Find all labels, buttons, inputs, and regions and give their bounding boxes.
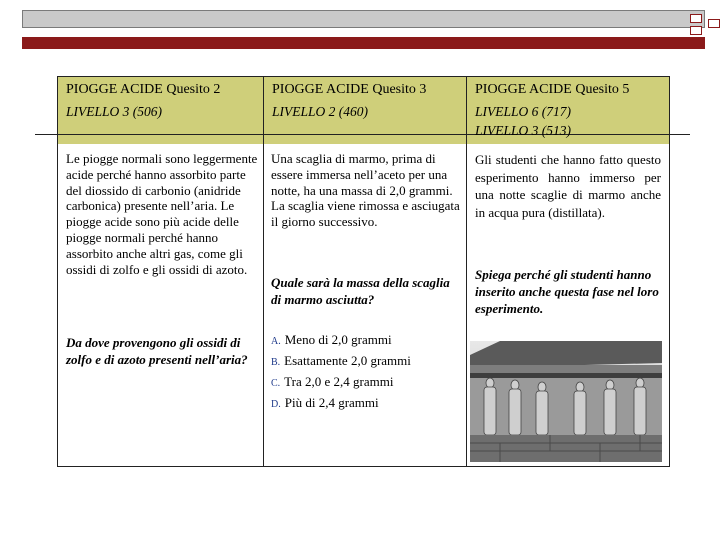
header-title: PIOGGE ACIDE Quesito 3 (272, 82, 427, 97)
header-red-band (22, 37, 705, 49)
decorative-square-icon (690, 26, 702, 35)
quesito-3-text-part2: La scaglia viene rimossa e asciugata il giorno successivo. (271, 198, 460, 230)
quesito-3-options (271, 330, 463, 414)
decorative-square-icon (690, 14, 702, 23)
caryatids-illustration (470, 341, 662, 462)
header-cell-quesito-5 (475, 81, 665, 140)
option-a[interactable] (271, 330, 463, 351)
header-level: LIVELLO 3 (506) (66, 104, 163, 119)
option-b[interactable] (271, 351, 463, 372)
header-level: LIVELLO 2 (460) (272, 104, 369, 119)
option-letter: B. (271, 357, 281, 368)
option-letter: A. (271, 336, 281, 347)
option-text: Più di 2,4 grammi (284, 395, 379, 410)
header-cell-quesito-2 (66, 81, 258, 121)
header-level: LIVELLO 6 (717) (475, 104, 572, 119)
quesito-3-question: Quale sarà la massa della scaglia di marmo asciutta? (271, 275, 450, 307)
header-level: LIVELLO 3 (513) (475, 123, 572, 138)
column-divider-1 (263, 76, 264, 466)
decorative-square-icon (708, 19, 720, 28)
option-text: Meno di 2,0 grammi (284, 332, 392, 347)
option-text: Esattamente 2,0 grammi (284, 353, 411, 368)
slide-header-bar (22, 10, 705, 42)
table-left-border (57, 76, 58, 466)
option-letter: C. (271, 378, 281, 389)
option-c[interactable] (271, 372, 463, 393)
quesito-2-text: Le piogge normali sono leggermente acide perché hanno assorbito parte del diossido di carbonio (anidride carbonica) presente nell’aria. Le piogge acide sono più acide delle piogge normali perché hanno assorbito anche altri gas, come gli ossidi di zolfo e gli ossidi di azoto. (66, 151, 258, 277)
header-title: PIOGGE ACIDE Quesito 5 (475, 82, 630, 97)
table-top-border (57, 76, 670, 77)
option-letter: D. (271, 399, 281, 410)
quesito-5-text: Gli studenti che hanno fatto questo esperimento hanno immerso per una notte scaglie di marmo anche in acqua pura (distillata). (475, 152, 661, 220)
caryatids-photo (470, 341, 662, 462)
header-cell-quesito-3 (272, 81, 462, 121)
table-bottom-border (57, 466, 670, 467)
option-d[interactable] (271, 393, 463, 414)
quesito-3-text (271, 151, 463, 230)
header-title: PIOGGE ACIDE Quesito 2 (66, 82, 221, 97)
quesito-5-question: Spiega perché gli studenti hanno inserito anche questa fase nel loro esperimento. (475, 267, 659, 316)
quesito-3-text-part1: Una scaglia di marmo, prima di essere immersa nell’aceto per una notte, ha una massa di 2,0 grammi. (271, 151, 453, 198)
header-grey-band (22, 10, 705, 28)
option-text: Tra 2,0 e 2,4 grammi (284, 374, 394, 389)
column-divider-2 (466, 76, 467, 466)
table-right-border (669, 76, 670, 466)
quesito-2-question: Da dove provengono gli ossidi di zolfo e di azoto presenti nell’aria? (66, 335, 248, 367)
